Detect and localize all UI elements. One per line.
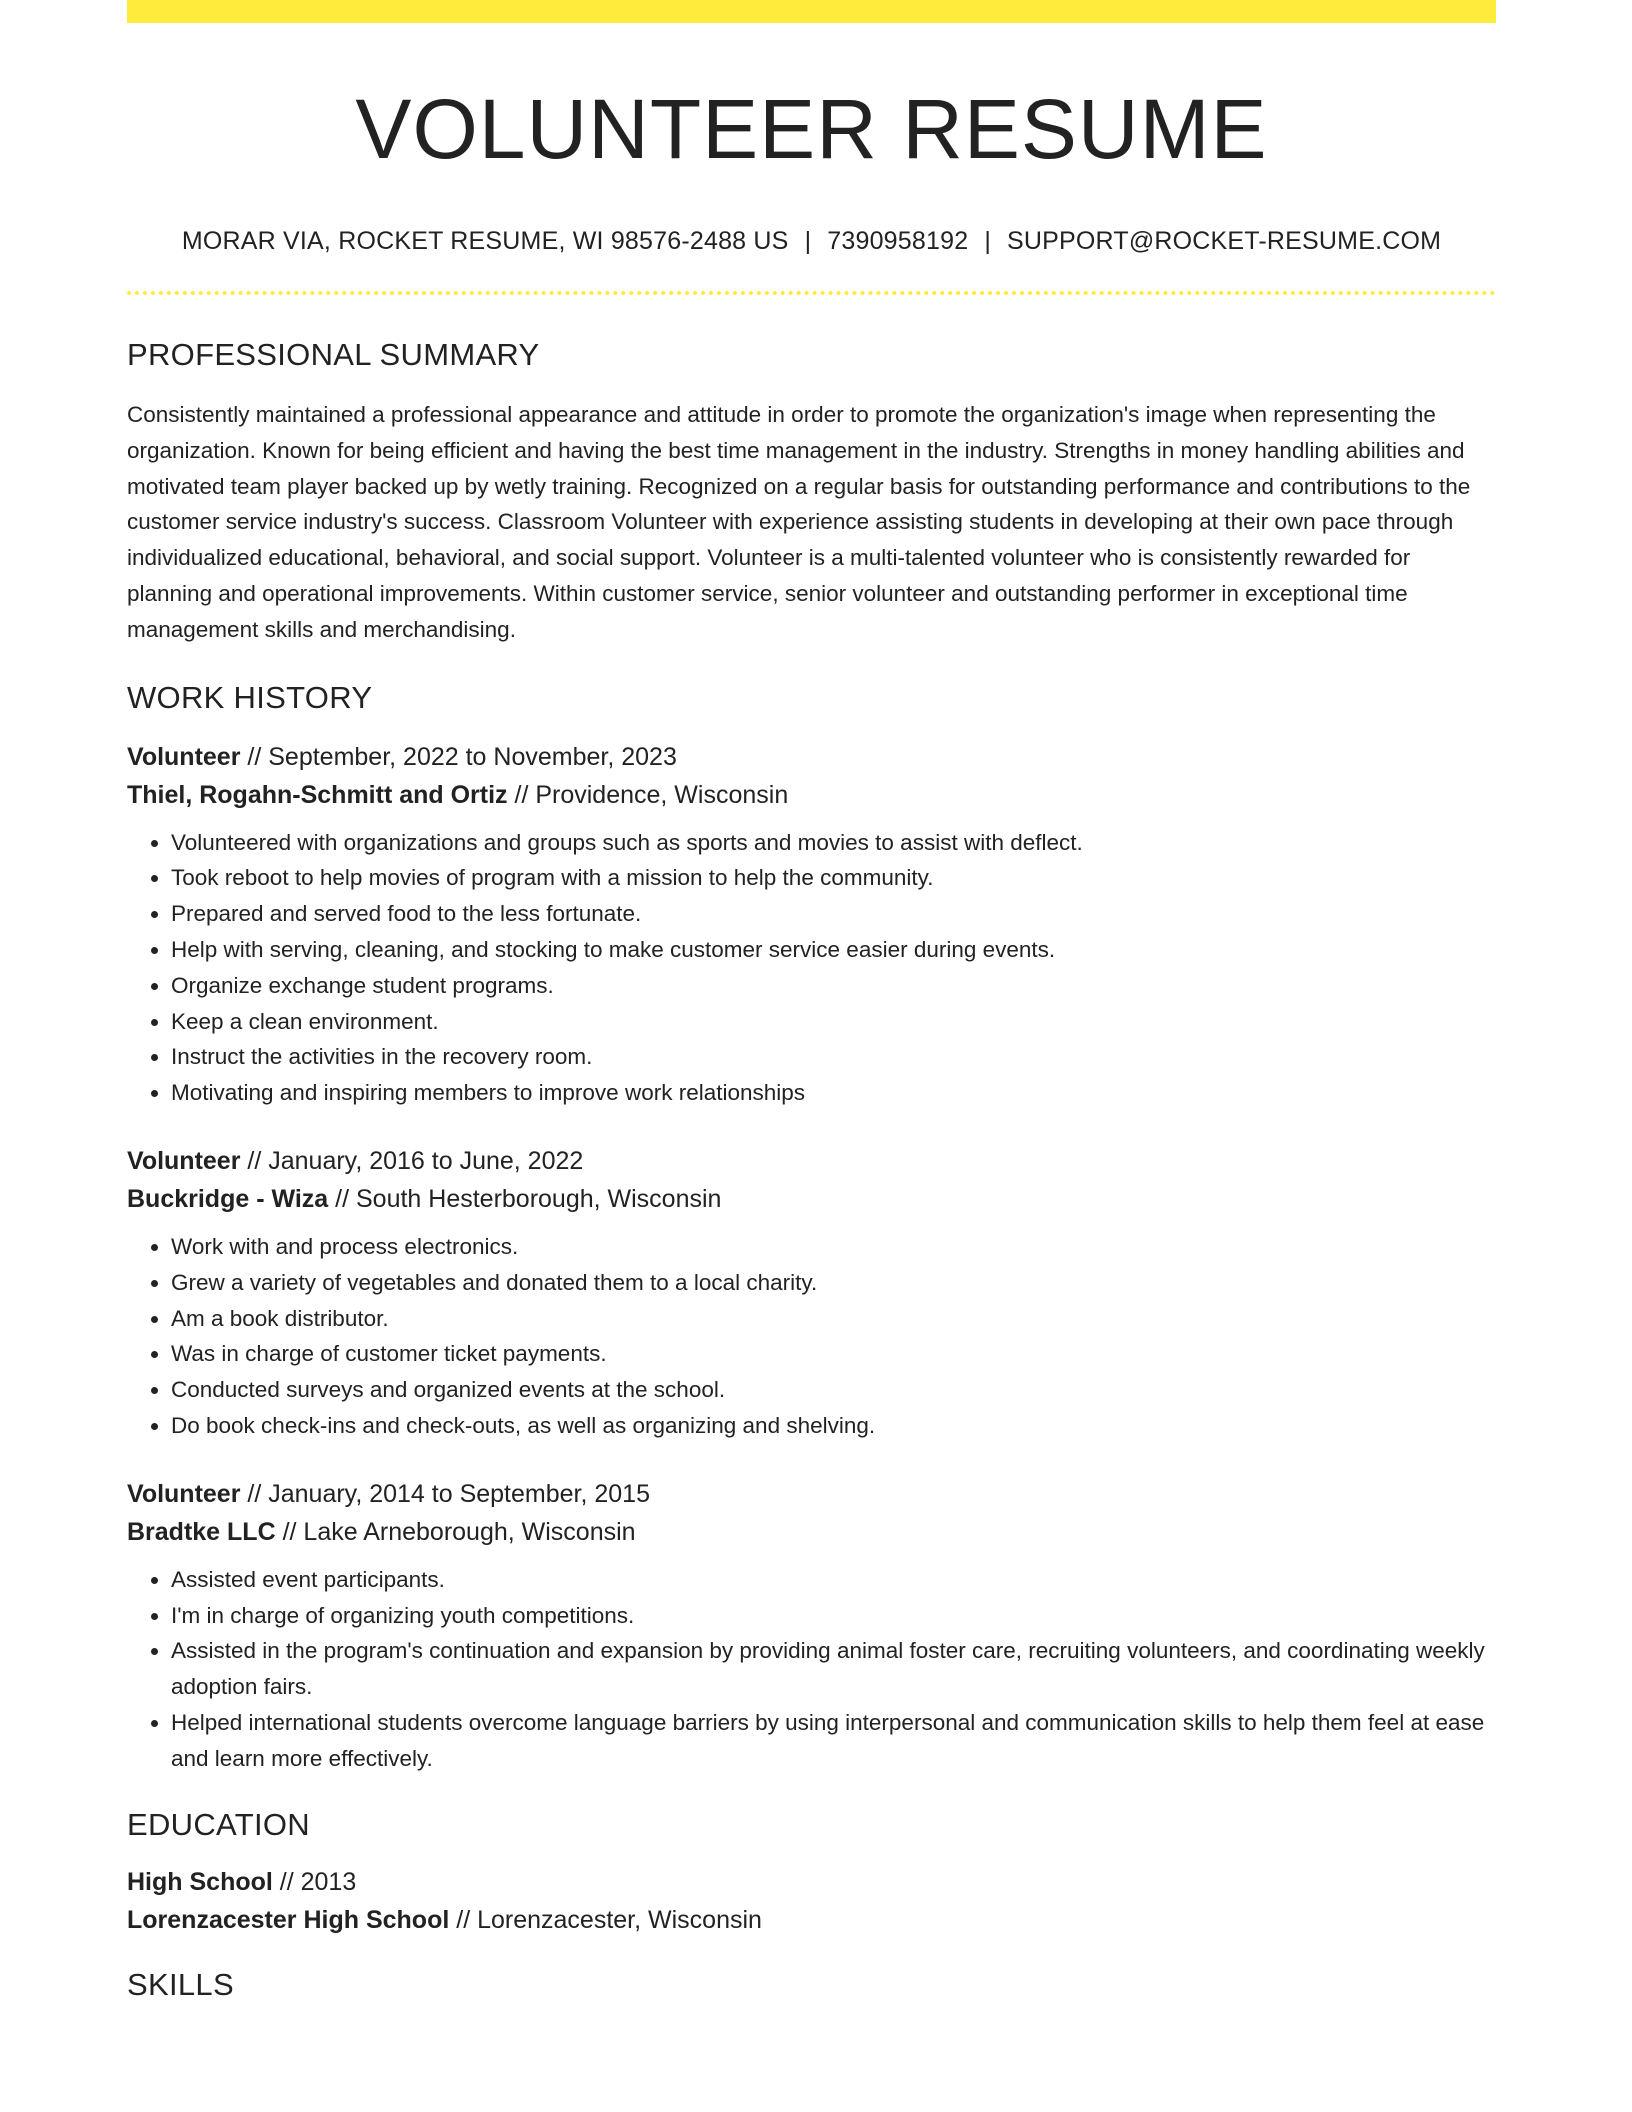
job-entry [127,1142,1496,1444]
duty-item: • Helped international students overcome language barriers by using interpersonal and communication skills to help them feel at ease and learn more effectively. [171,1705,1496,1777]
duty-item: • Do book check-ins and check-outs, as well as organizing and shelving. [171,1408,1496,1444]
summary-text: Consistently maintained a professional appearance and attitude in order to promote the organization's image when representing the organization. Known for being efficient and having the best time management in the industry. Strengths in money handling abilities and motivated team player backed up by wetly training. Recognized on a regular basis for outstanding performance and contributions to the customer service industry's success. Classroom Volunteer with experience assisting students in developing at their own pace through individualized educational, behavioral, and social support. Volunteer is a multi-talented volunteer who is consistently rewarded for planning and operational improvements. Within customer service, senior volunteer and outstanding performer in exceptional time management skills and merchandising. [127,402,1471,642]
skills-heading: SKILLS [127,1966,234,2002]
job-location: // Lake Arneborough, Wisconsin [275,1517,636,1546]
education-school: Lorenzacester High School [127,1905,450,1934]
job-employer-line [127,1513,1496,1551]
contact-separator: | [804,227,812,255]
duty-item: • Assisted in the program's continuation and expansion by providing animal foster care, recruiting volunteers, and coordinating weekly adoption fairs. [171,1633,1496,1705]
duty-item: • Was in charge of customer ticket payments. [171,1336,1496,1372]
duty-item: • Am a book distributor. [171,1301,1496,1337]
job-dates: // January, 2016 to June, 2022 [240,1146,584,1175]
job-employer-line [127,1180,1496,1218]
duty-item: • Work with and process electronics. [171,1229,1496,1265]
education-entry [127,1863,1496,1939]
duty-item: • I'm in charge of organizing youth competitions. [171,1598,1496,1634]
resume-title: VOLUNTEER RESUME [355,82,1268,176]
duty-item: • Keep a clean environment. [171,1004,1496,1040]
work-history-heading: WORK HISTORY [127,679,373,715]
duty-item: • Motivating and inspiring members to improve work relationships [171,1075,1496,1111]
contact-email: SUPPORT@ROCKET-RESUME.COM [1007,227,1442,255]
duty-item: • Organize exchange student programs. [171,968,1496,1004]
resume-page [127,0,1496,2005]
job-location: // Providence, Wisconsin [507,780,789,809]
job-dates: // January, 2014 to September, 2015 [240,1479,650,1508]
duty-list [127,825,1496,1111]
contact-address: MORAR VIA, ROCKET RESUME, WI 98576-2488 US [181,227,789,255]
duty-item: • Help with serving, cleaning, and stocking to make customer service easier during events. [171,932,1496,968]
contact-phone: 7390958192 [827,227,969,255]
job-title-line [127,1475,1496,1513]
education-school-line [127,1901,1496,1939]
duty-item: • Conducted surveys and organized events at the school. [171,1372,1496,1408]
summary-heading: PROFESSIONAL SUMMARY [127,337,540,372]
job-entry [127,1475,1496,1777]
job-employer: Bradtke LLC [127,1517,276,1546]
duty-item: • Grew a variety of vegetables and donated them to a local charity. [171,1265,1496,1301]
job-entry [127,738,1496,1111]
top-accent-bar [127,0,1496,23]
job-employer-line [127,776,1496,814]
job-title-line [127,738,1496,776]
duty-item: • Assisted event participants. [171,1562,1496,1598]
job-location: // South Hesterborough, Wisconsin [328,1184,722,1213]
dotted-divider [127,291,1496,295]
duty-item: • Prepared and served food to the less fortunate. [171,896,1496,932]
education-degree: High School [127,1867,273,1896]
duty-item: • Volunteered with organizations and groups such as sports and movies to assist with deflect. [171,825,1496,861]
contact-separator: | [984,227,992,255]
job-title: Volunteer [127,1479,241,1508]
duty-list [127,1562,1496,1777]
duty-item: • Took reboot to help movies of program with a mission to help the community. [171,860,1496,896]
job-dates: // September, 2022 to November, 2023 [240,742,677,771]
education-degree-line [127,1863,1496,1901]
job-employer: Thiel, Rogahn-Schmitt and Ortiz [127,780,508,809]
job-title: Volunteer [127,1146,241,1175]
education-year: // 2013 [272,1867,357,1896]
education-location: // Lorenzacester, Wisconsin [449,1905,762,1934]
education-heading: EDUCATION [127,1806,310,1842]
duty-item: • Instruct the activities in the recovery room. [171,1039,1496,1075]
job-employer: Buckridge - Wiza [127,1184,329,1213]
job-title: Volunteer [127,742,241,771]
duty-list [127,1229,1496,1444]
contact-line [127,225,1496,257]
job-title-line [127,1142,1496,1180]
